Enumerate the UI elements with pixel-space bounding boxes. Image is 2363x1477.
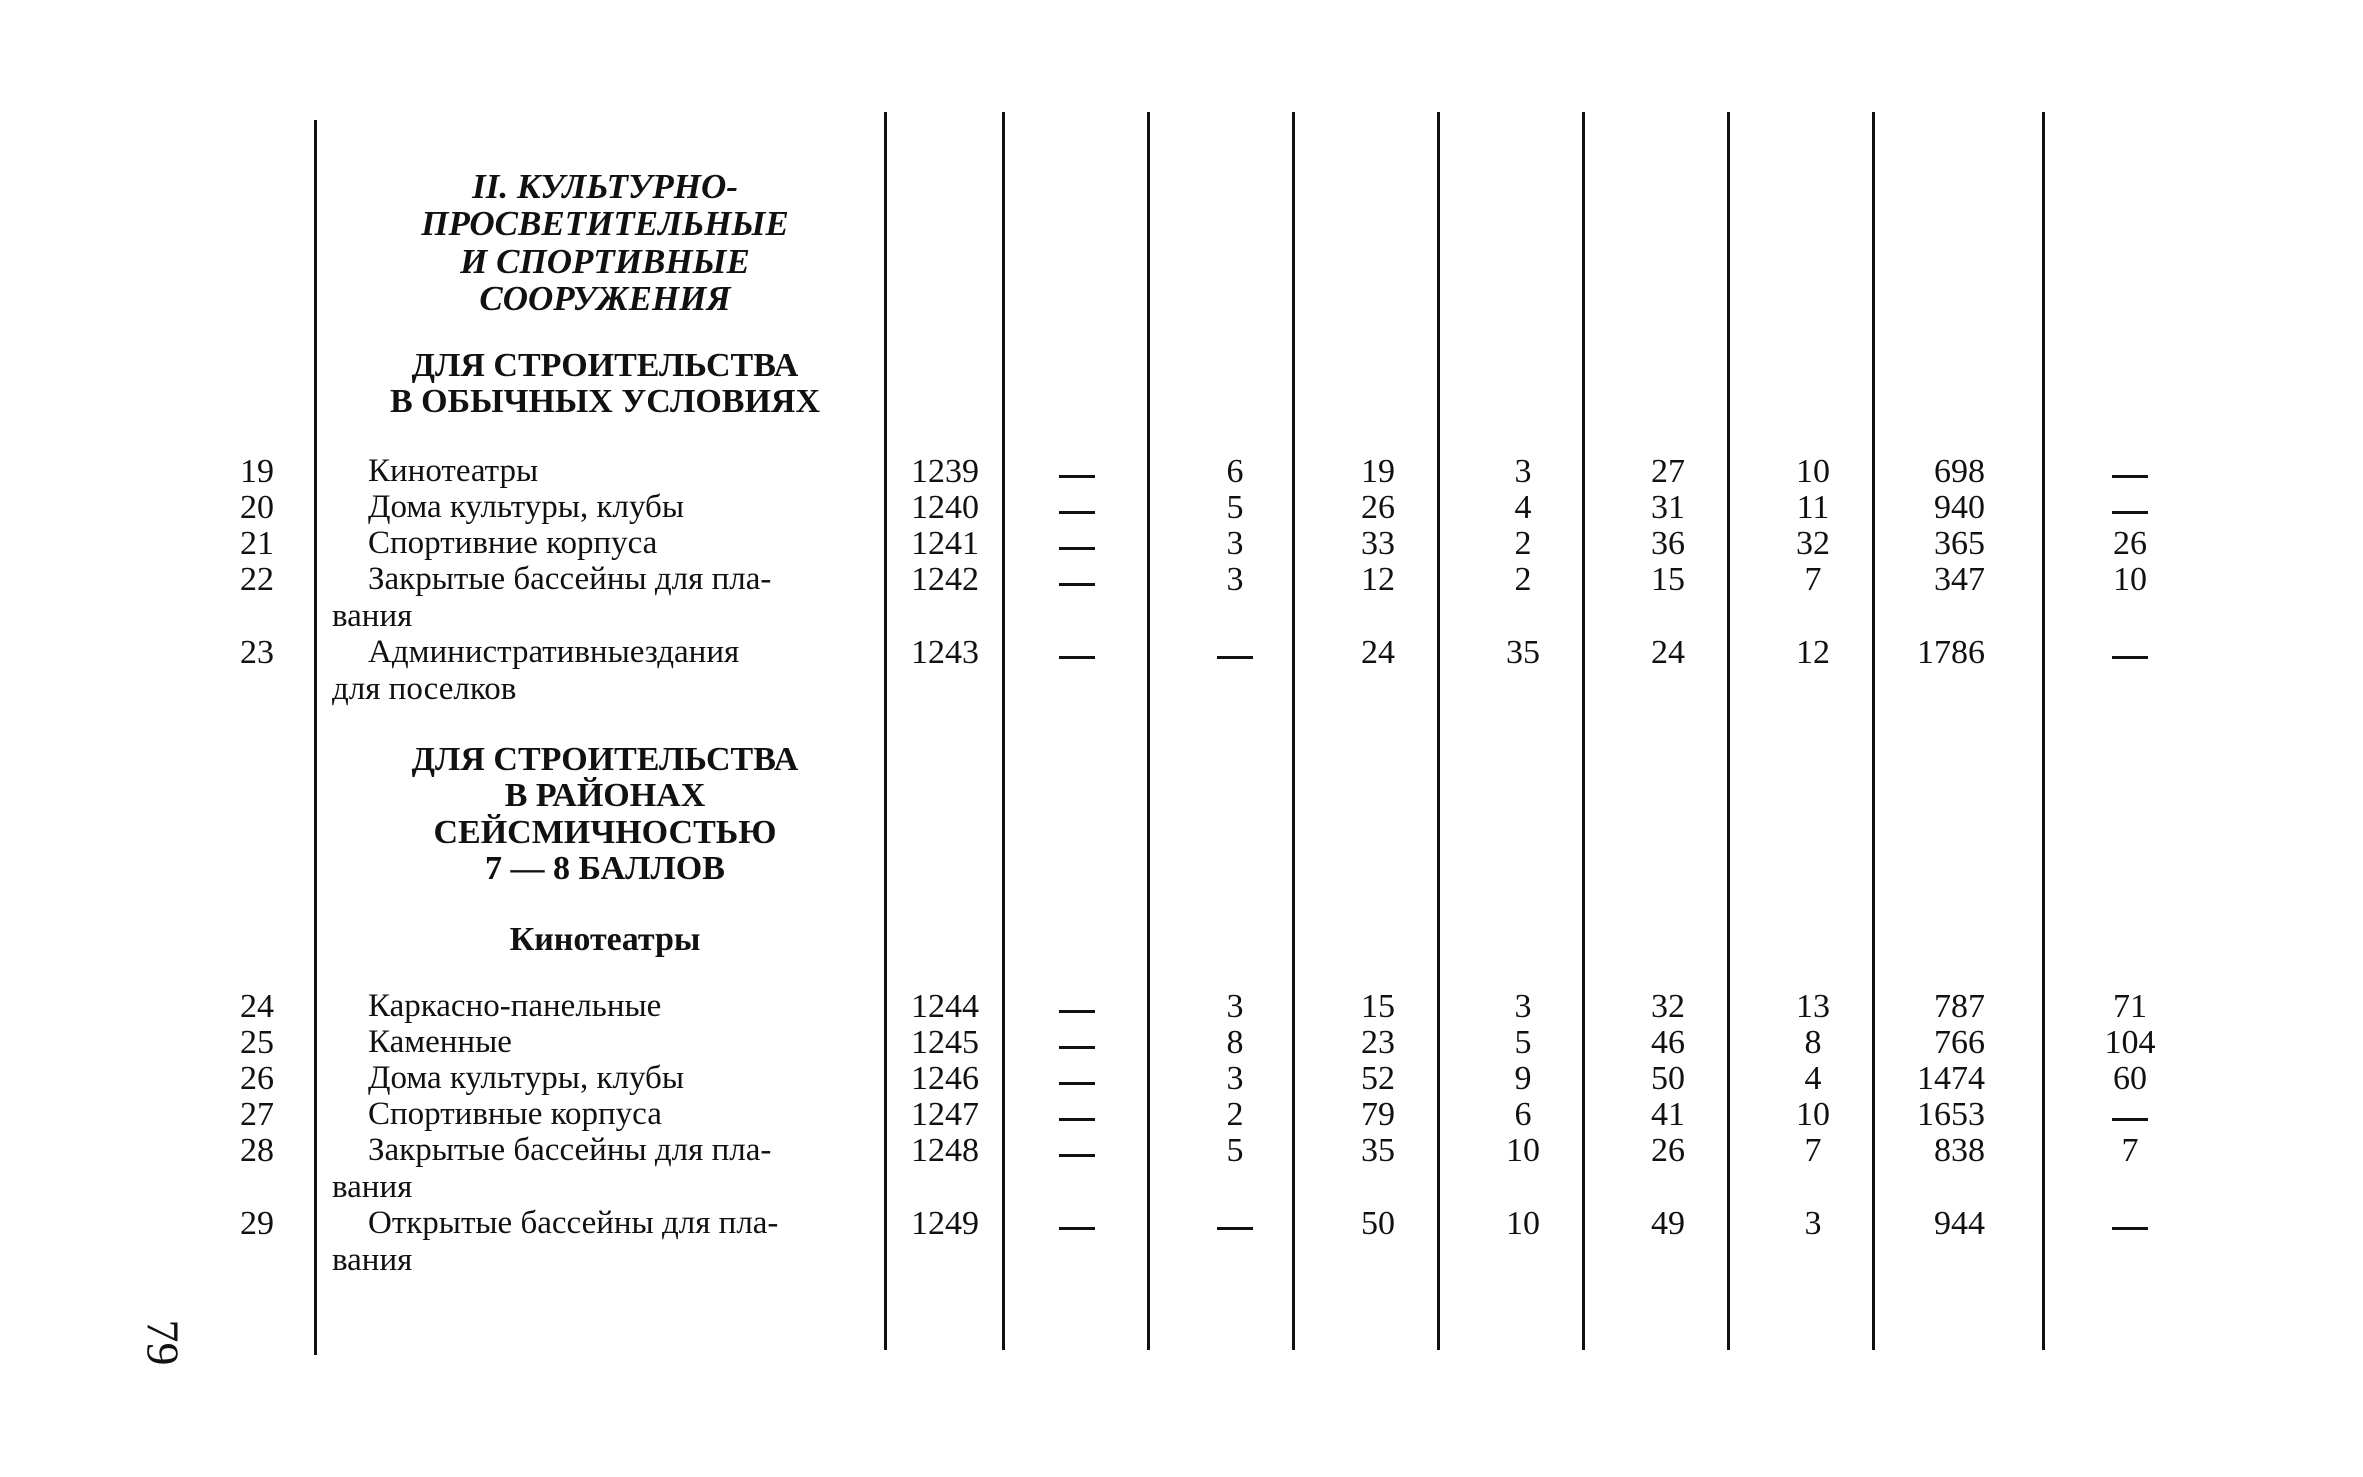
value-cell: 5 [1514,1024,1532,1061]
object-name [332,1024,872,1061]
value-cell: 3 [1514,988,1532,1025]
row-number: 28 [240,1132,274,1169]
object-name-line: вания [332,598,413,634]
dash-cell [1217,1227,1253,1230]
subheading-cinemas [330,922,880,958]
code-cell: 1244 [911,988,979,1025]
dash-cell [1059,475,1095,478]
section-title-line: II. КУЛЬТУРНО- [472,167,738,206]
object-name-line: Кинотеатры [368,453,539,489]
value-cell: 4 [1804,1060,1822,1097]
object-name-line: Спортивние корпуса [368,525,658,561]
dash-cell [1059,511,1095,514]
object-name-line: для поселков [332,671,517,707]
value-cell: 24 [1651,634,1685,671]
subheading-text: Кинотеатры [509,921,701,958]
value-cell: 2 [1514,561,1532,598]
value-cell: 3 [1226,525,1244,562]
object-name [332,525,872,562]
code-cell: 1240 [911,489,979,526]
row-number: 25 [240,1024,274,1061]
value-cell: 10 [1796,453,1830,490]
dash-cell [1059,1082,1095,1085]
dash-cell [2112,511,2148,514]
value-cell: 10 [1796,1096,1830,1133]
dash-cell [1059,1046,1095,1049]
value-cell: 31 [1651,489,1685,526]
value-cell: 5 [1226,489,1244,526]
value-cell: 12 [1361,561,1395,598]
section-title-line: ПРОСВЕТИТЕЛЬНЫЕ [421,204,789,244]
value-cell: 24 [1361,634,1395,671]
object-name [332,561,872,635]
row-number: 27 [240,1096,274,1133]
row-number: 23 [240,634,274,671]
dash-cell [1059,583,1095,586]
value-cell: 10 [1506,1205,1540,1242]
dash-cell [2112,656,2148,659]
dash-cell [1059,656,1095,659]
code-cell: 1242 [911,561,979,598]
value-cell: 35 [1361,1132,1395,1169]
value-cell: 15 [1361,988,1395,1025]
value-cell: 36 [1651,525,1685,562]
code-cell: 1245 [911,1024,979,1061]
value-cell: 13 [1796,988,1830,1025]
section-title-line: СООРУЖЕНИЯ [479,279,731,319]
value-cell: 41 [1651,1096,1685,1133]
object-name-line: вания [332,1242,413,1278]
section-heading-line: СЕЙСМИЧНОСТЬЮ [433,813,777,851]
object-name [332,634,872,708]
value-cell: 6 [1226,453,1244,490]
section-heading-line: ДЛЯ СТРОИТЕЛЬСТВА [411,741,799,778]
value-cell: 10 [2113,561,2147,598]
value-cell: 26 [1651,1132,1685,1169]
value-cell: 27 [1651,453,1685,490]
object-name-line: Закрытые бассейны для пла- [368,1132,772,1168]
value-cell: 3 [1226,988,1244,1025]
code-cell: 1247 [911,1096,979,1133]
object-name [332,1096,872,1133]
object-name [332,453,872,490]
dash-cell [1059,547,1095,550]
row-number: 19 [240,453,274,490]
row-number: 29 [240,1205,274,1242]
value-cell: 12 [1796,634,1830,671]
value-cell: 71 [2113,988,2147,1025]
value-cell: 9 [1514,1060,1532,1097]
section-heading-seismic [330,742,880,888]
value-cell: 2 [1514,525,1532,562]
code-cell: 1249 [911,1205,979,1242]
section-heading-line: ДЛЯ СТРОИТЕЛЬСТВА [411,347,799,384]
section-title-line: И СПОРТИВНЫЕ [460,241,750,281]
page-number: 79 [137,1319,189,1366]
value-cell: 23 [1361,1024,1395,1061]
value-cell: 60 [2113,1060,2147,1097]
object-name-line: Каменные [368,1024,512,1060]
value-cell: 1653 [1917,1096,1985,1133]
object-name-line: Открытые бассейны для пла- [368,1205,779,1241]
value-cell: 940 [1934,489,1985,526]
code-cell: 1241 [911,525,979,562]
value-cell: 50 [1651,1060,1685,1097]
value-cell: 766 [1934,1024,1985,1061]
dash-cell [1059,1154,1095,1157]
value-cell: 104 [2104,1024,2156,1061]
column-rule-left [314,120,317,1355]
value-cell: 50 [1361,1205,1395,1242]
code-cell: 1248 [911,1132,979,1169]
object-name [332,489,872,526]
value-cell: 49 [1651,1205,1685,1242]
value-cell: 2 [1226,1096,1244,1133]
value-cell: 19 [1361,453,1395,490]
object-name-line: Административныездания [368,634,740,670]
value-cell: 7 [1804,561,1822,598]
value-cell: 46 [1651,1024,1685,1061]
value-cell: 32 [1796,525,1830,562]
value-cell: 33 [1361,525,1395,562]
code-cell: 1246 [911,1060,979,1097]
value-cell: 3 [1804,1205,1822,1242]
value-cell: 79 [1361,1096,1395,1133]
value-cell: 347 [1934,561,1985,598]
value-cell: 1786 [1917,634,1985,671]
dash-cell [1059,1227,1095,1230]
code-cell: 1239 [911,453,979,490]
value-cell: 6 [1514,1096,1532,1133]
row-number: 20 [240,489,274,526]
value-cell: 787 [1934,988,1985,1025]
row-number: 24 [240,988,274,1025]
column-rule-2 [1147,112,1150,1350]
value-cell: 3 [1226,1060,1244,1097]
dash-cell [1059,1118,1095,1121]
dash-cell [2112,475,2148,478]
object-name [332,988,872,1025]
value-cell: 8 [1804,1024,1822,1061]
value-cell: 3 [1226,561,1244,598]
object-name-line: Закрытые бассейны для пла- [368,561,772,597]
value-cell: 10 [1506,1132,1540,1169]
section-heading-line: 7 — 8 БАЛЛОВ [485,850,725,888]
section-heading-ordinary [330,348,880,421]
row-number: 22 [240,561,274,598]
object-name [332,1205,872,1279]
value-cell: 26 [2113,525,2147,562]
dash-cell [1217,656,1253,659]
dash-cell [1059,1010,1095,1013]
object-name-line: Спортивные корпуса [368,1096,662,1132]
value-cell: 7 [2121,1132,2139,1169]
value-cell: 944 [1934,1205,1985,1242]
object-name-line: Дома культуры, клубы [368,489,684,525]
section-heading-line: В ОБЫЧНЫХ УСЛОВИЯХ [390,383,820,421]
value-cell: 698 [1934,453,1985,490]
column-rule-1 [1002,112,1005,1350]
value-cell: 3 [1514,453,1532,490]
value-cell: 7 [1804,1132,1822,1169]
section-title-main [330,168,880,318]
value-cell: 5 [1226,1132,1244,1169]
value-cell: 1474 [1917,1060,1985,1097]
value-cell: 11 [1796,489,1830,526]
value-cell: 15 [1651,561,1685,598]
column-rule-code [884,112,887,1350]
column-rule-8 [2042,112,2045,1350]
section-heading-line: В РАЙОНАХ [504,777,706,815]
row-number: 26 [240,1060,274,1097]
value-cell: 32 [1651,988,1685,1025]
object-name [332,1060,872,1097]
value-cell: 365 [1934,525,1985,562]
object-name-line: Дома культуры, клубы [368,1060,684,1096]
value-cell: 35 [1506,634,1540,671]
row-number: 21 [240,525,274,562]
value-cell: 8 [1226,1024,1244,1061]
value-cell: 52 [1361,1060,1395,1097]
object-name-line: вания [332,1169,413,1205]
value-cell: 838 [1934,1132,1985,1169]
value-cell: 4 [1514,489,1532,526]
dash-cell [2112,1227,2148,1230]
dash-cell [2112,1118,2148,1121]
object-name-line: Каркасно-панельные [368,988,662,1024]
code-cell: 1243 [911,634,979,671]
value-cell: 26 [1361,489,1395,526]
object-name [332,1132,872,1206]
